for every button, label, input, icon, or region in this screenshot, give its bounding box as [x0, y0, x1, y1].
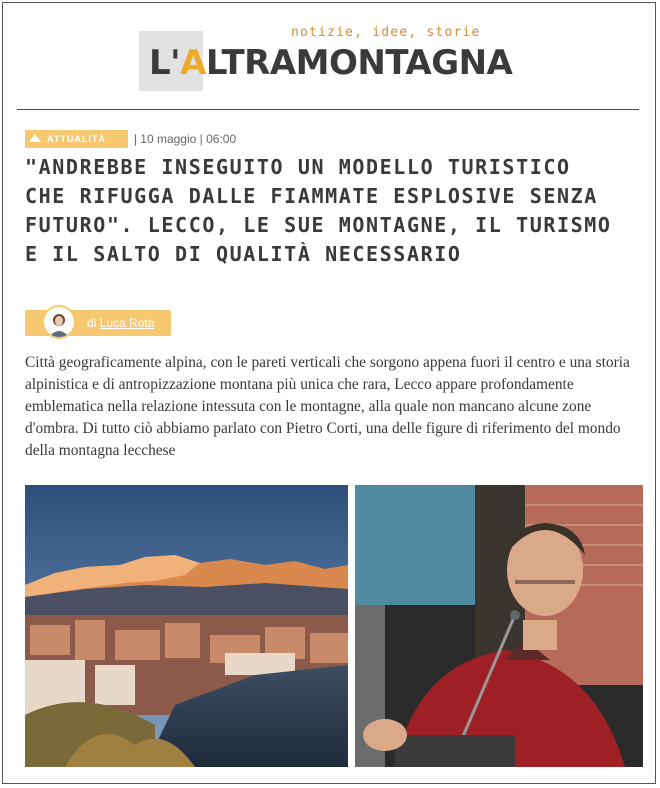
- page-frame: [2, 2, 656, 784]
- article-date: | 10 maggio | 06:00: [133, 132, 237, 146]
- category-badge[interactable]: ATTUALITÀ: [25, 130, 128, 148]
- author-byline: di Luca Rota: [87, 316, 155, 330]
- triangle-icon: [29, 134, 41, 142]
- logo-tagline: notizie, idee, storie: [291, 25, 481, 40]
- logo-wordmark: L'ALTRAMONTAGNA: [149, 43, 513, 83]
- lecco-city-photo: [25, 485, 348, 767]
- author-avatar: [42, 305, 76, 339]
- site-logo[interactable]: [139, 25, 531, 91]
- article-meta: [25, 130, 236, 148]
- author-link[interactable]: Luca Rota: [99, 316, 155, 330]
- pietro-corti-photo: [355, 485, 643, 767]
- author-badge[interactable]: [25, 310, 171, 336]
- article-intro: Città geograficamente alpina, con le pareti verticali che sorgono appena fuori il centro e una storia alpinistica e di antropizzazione montana più unica che rara, Lecco appare profondamente emblematica nella relazione intessuta con le montagne, alla quale non mancano alcune zone d'ombra. Di tutto ciò abbiamo parlato con Pietro Corti, una delle figure di riferimento del mondo della montagna lecchese: [25, 354, 630, 459]
- header-divider: [17, 109, 639, 110]
- article-title: "ANDREBBE INSEGUITO UN MODELLO TURISTICO CHE RIFUGGA DALLE FIAMMATE ESPLOSIVE SENZA FUTURO". LECCO, LE SUE MONTAGNE, IL TURISMO E IL SALTO DI QUALITÀ NECESSARIO: [25, 155, 612, 266]
